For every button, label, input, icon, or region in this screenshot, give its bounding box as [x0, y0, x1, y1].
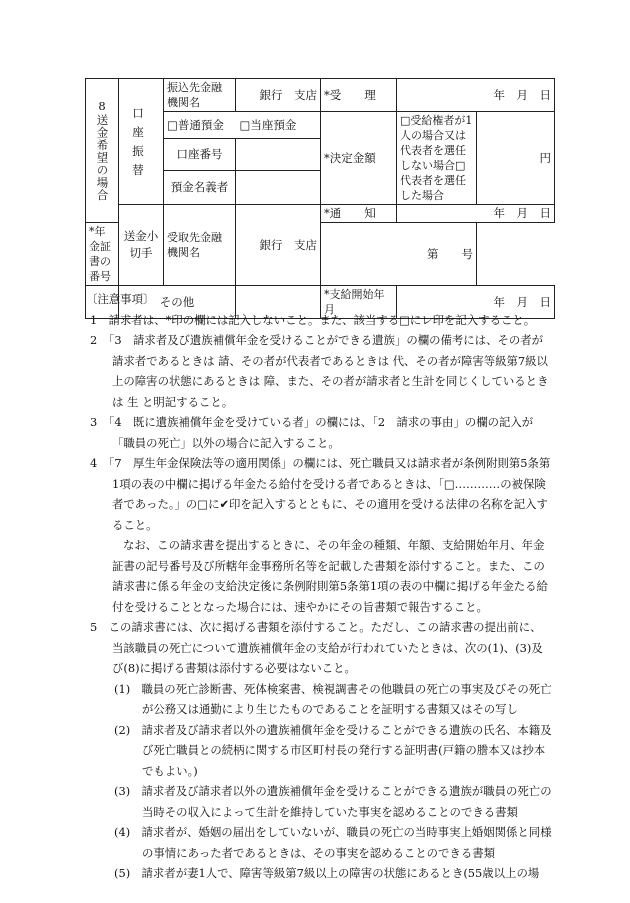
nenkin-shosho-label: *年金証書の番号	[86, 223, 119, 286]
juri-label: *受 理	[321, 79, 397, 112]
furikomi-bank-field[interactable]: 銀行 支店	[236, 79, 321, 112]
meigi-field[interactable]	[236, 171, 321, 205]
meigi-label: 預金名義者	[164, 171, 236, 205]
section-8-label: 送金希望の場合	[95, 114, 110, 202]
tsuchi-date-field[interactable]: 年 月 日	[397, 205, 555, 223]
section-8-cell	[86, 79, 119, 223]
note-5-sub-2: (2) 請求者及び請求者以外の遺族補償年金を受けることができる遺族の氏名、本籍及び死亡職員との続柄に関する市区町村長の発行する証明書(戸籍の謄本又は抄本でもよい。)	[114, 722, 552, 778]
sokin-kogitte-label: 送金小切手	[123, 229, 159, 260]
shikyu-kaishi-label: *支給開始年 月	[321, 286, 397, 319]
kettei-note: □受給権者が1人の場合又は代表者を選任しない場合□代表者を選任した場合	[397, 112, 477, 205]
section-8-number: 8	[98, 99, 106, 114]
furikomi-bank-label: 振込先金融機関名	[164, 79, 236, 112]
note-5-sub-1: (1) 職員の死亡診断書、死体検案書、検視調書その他職員の死亡の事実及びその死亡が公務又は通勤により生じたものであることを証明する書類又はその写し	[114, 681, 552, 716]
note-5: 5 この請求書には、次に掲げる書類を添付すること。ただし、この請求書の提出前に、当該職員の死亡について遺族補償年金の支給が行われていたときは、次の(1)、(3)及び(8)に掲げる書類は添付する必要はないこと。	[90, 620, 543, 675]
note-4: 4 「7 厚生年金保険法等の適用関係」の欄には、死亡職員又は請求者が条例附則第5条第1項の表の中欄に掲げる年金たる給付を受ける者であるときは、「□…………の被保険者であった。」の□に✔印を記入するとともに、その適用を受ける法律の名称を記入すること。	[90, 456, 551, 532]
sokin-kogitte-cell	[119, 205, 164, 286]
juri-date-field[interactable]: 年 月 日	[397, 79, 555, 112]
shikyu-kaishi-date-field[interactable]: 年 月 日	[397, 286, 555, 319]
note-5-sub-5: (5) 請求者が妻1人で、障害等級第7級以上の障害の状態にあるとき(55歳以上の場	[114, 866, 540, 880]
sonota-label: その他	[119, 286, 236, 319]
notes-section	[82, 289, 552, 884]
tsuchi-label: *通 知	[321, 205, 397, 223]
note-5-sub-3: (3) 請求者及び請求者以外の遺族補償年金を受けることができる遺族が職員の死亡の当時その収入によって生計を維持していた事実を認めることのできる書類	[114, 784, 552, 819]
uketori-bank-field[interactable]: 銀行 支店	[236, 205, 321, 286]
note-5-sub-4: (4) 請求者が、婚姻の届出をしていないが、職員の死亡の当時事実上婚姻関係と同様の事情にあった者であるときは、その事実を認めることのできる書類	[114, 825, 552, 860]
note-1: 1 請求者は、*印の欄には記入しないこと。また、該当する□にレ印を記入すること。	[90, 312, 536, 327]
note-3: 3 「4 既に遺族補償年金を受けている者」の欄には、「2 請求の事由」の欄の記入が「職員の死亡」以外の場合に記入すること。	[90, 415, 534, 450]
note-2: 2 「3 請求者及び遺族補償年金を受けることができる遺族」の欄の備考には、その者が請求者であるときは 請、その者が代表者であるときは 代、その者が障害等級第7級以上の障害の状態にあるときは 障、また、その者が請求者と生計を同じくしているときは 生 と明記すること。	[90, 333, 549, 409]
notes-header: 〔注意事項〕	[86, 292, 155, 306]
kettei-amount-field[interactable]: 円	[477, 112, 555, 205]
koza-bango-label: 口座番号	[164, 139, 236, 171]
remittance-table	[85, 78, 555, 319]
koza-furikae-label: 口座振替	[132, 105, 150, 177]
kettei-label: *決定金額	[321, 112, 397, 205]
uketori-bank-label: 受取先金融機関名	[164, 205, 236, 286]
account-type-cell	[164, 112, 321, 139]
futsu-checkbox[interactable]: □普通預金	[167, 117, 224, 132]
nenkin-shosho-field[interactable]: 第 号	[321, 223, 477, 286]
koza-furikae-cell	[119, 79, 164, 205]
koza-bango-field[interactable]	[236, 139, 321, 171]
note-4-supplement: なお、この請求書を提出するときに、その年金の種類、年額、支給開始年月、年金証書の記号番号及び所轄年金事務所名等を記載した書類を添付すること。また、この請求書に係る年金の支給決定後に条例附則第5条第1項の表の中欄に掲げる年金たる給付を受けることとなった場合には、速やかにその旨書類で報告すること。	[112, 538, 548, 614]
toza-checkbox[interactable]: □当座預金	[239, 117, 297, 132]
